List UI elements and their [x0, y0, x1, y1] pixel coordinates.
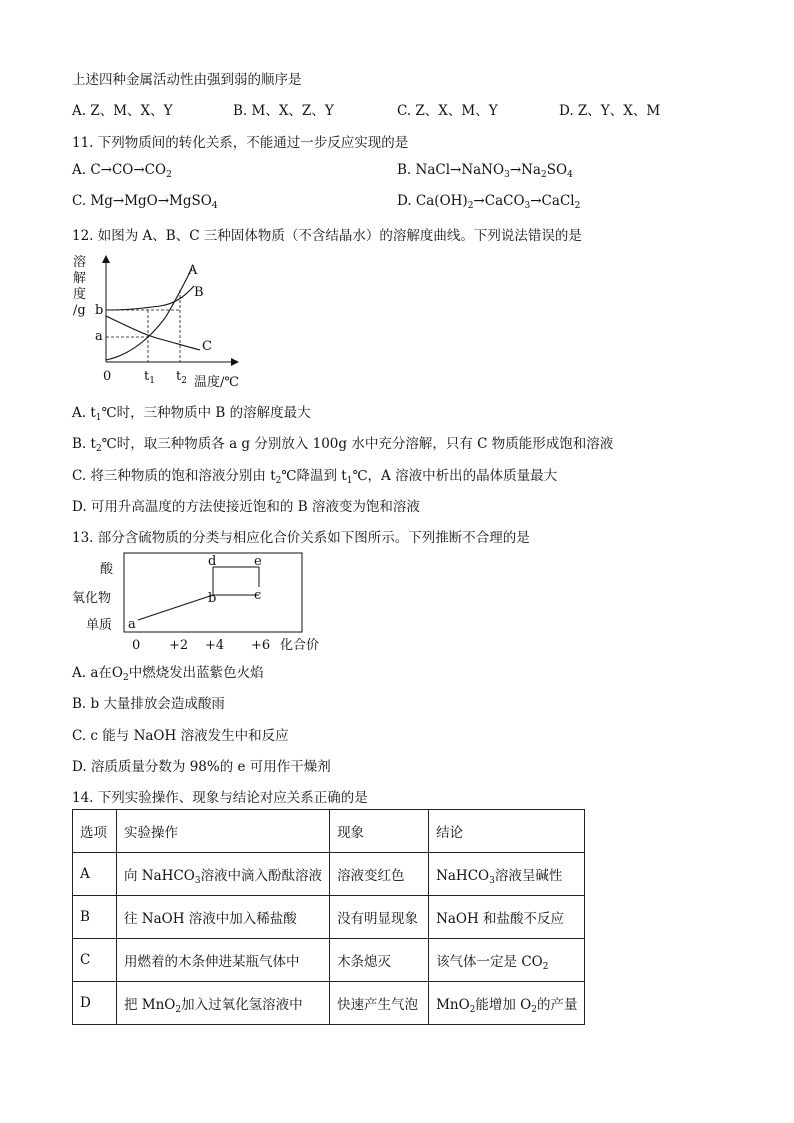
- x-tick-4: +4: [205, 638, 225, 653]
- q13-option-c: C. c 能与 NaOH 溶液发生中和反应: [72, 728, 289, 744]
- table-row: [73, 853, 585, 896]
- point-b: b: [208, 591, 217, 606]
- q10-option-c: C. Z、X、M、Y: [397, 103, 498, 119]
- q10-option-d: D. Z、Y、X、M: [559, 103, 661, 119]
- point-c: c: [254, 588, 262, 603]
- intro-line: 上述四种金属活动性由强到弱的顺序是: [72, 72, 302, 88]
- level-b-label: b: [95, 303, 104, 318]
- header-operation: 实验操作: [117, 810, 330, 853]
- curve-label-a: A: [188, 263, 198, 278]
- q12-option-b: B. $t_2℃$时，取三种物质各 a g 分别放入 100g 水中充分溶解，只有 C 物质能形成饱和溶液: [72, 436, 614, 454]
- q11-option-a: A. $C\to CO\to CO_2$: [72, 162, 172, 180]
- header-phenomenon: 现象: [330, 810, 429, 853]
- x-tick-0: 0: [132, 638, 141, 653]
- row-a-conclusion: NaHCO$_3$溶液呈碱性: [429, 853, 585, 896]
- q11-option-b: B. $NaCl\to NaNO_3\to Na_2SO_4$: [397, 162, 573, 180]
- q10-option-b: B. M、X、Z、Y: [233, 103, 334, 119]
- y-axis-label-1: 溶: [73, 255, 87, 270]
- q11-stem: 11. 下列物质间的转化关系，不能通过一步反应实现的是: [72, 135, 409, 151]
- q14-stem: 14. 下列实验操作、现象与结论对应关系正确的是: [72, 790, 368, 806]
- origin-label: 0: [103, 369, 112, 384]
- experiment-table: [72, 809, 585, 1025]
- q12-stem: 12. 如图为 A、B、C 三种固体物质（不含结晶水）的溶解度曲线。下列说法错误的是: [72, 228, 582, 244]
- curve-label-c: C: [202, 339, 212, 354]
- point-e: e: [254, 554, 262, 569]
- row-d-operation: 把 MnO$_2$加入过氧化氢溶液中: [117, 982, 330, 1025]
- row-d-conclusion: MnO$_2$能增加 $O_2$的产量: [429, 982, 585, 1025]
- row-label-element: 单质: [86, 618, 113, 633]
- row-a-phenomenon: 溶液变红色: [330, 853, 429, 896]
- header-option: 选项: [73, 810, 117, 853]
- point-a: a: [128, 617, 136, 632]
- row-d-option: D: [73, 982, 117, 1025]
- table-header-row: [73, 810, 585, 853]
- x-axis-label: 温度/℃: [194, 375, 239, 390]
- row-a-option: A: [73, 853, 117, 896]
- t2-label: $t_2$: [176, 369, 187, 386]
- q10-option-a: A. Z、M、X、Y: [72, 103, 173, 119]
- row-c-phenomenon: 木条熄灭: [330, 939, 429, 982]
- q12-option-c: C. 将三种物质的饱和溶液分别由 $t_2℃$降温到 $t_1℃$，A 溶液中析出的晶体质量最大: [72, 468, 558, 486]
- q13-option-b: B. b 大量排放会造成酸雨: [72, 696, 225, 712]
- curve-c: [106, 316, 200, 350]
- x-tick-2: +2: [169, 638, 189, 653]
- point-d: d: [208, 554, 217, 569]
- row-label-oxide: 氧化物: [72, 591, 112, 606]
- x-axis-title: 化合价: [280, 638, 320, 653]
- q13-stem: 13. 部分含硫物质的分类与相应化合价关系如下图所示。下列推断不合理的是: [72, 530, 530, 546]
- level-a-label: a: [95, 329, 103, 344]
- row-b-option: B: [73, 896, 117, 939]
- row-c-operation: 用燃着的木条伸进某瓶气体中: [117, 939, 330, 982]
- y-axis-label-2: 解: [73, 271, 87, 286]
- q11-option-d: D. $Ca(OH)_2\to CaCO_3\to CaCl_2$: [397, 193, 581, 211]
- sulfur-valence-diagram: [72, 550, 332, 656]
- q11-option-c: C. Mg→MgO→MgSO$_4$: [72, 193, 218, 211]
- curve-a: [106, 268, 192, 360]
- row-b-conclusion: NaOH 和盐酸不反应: [429, 896, 585, 939]
- curve-label-b: B: [194, 285, 204, 300]
- table-row: [73, 982, 585, 1025]
- header-conclusion: 结论: [429, 810, 585, 853]
- row-c-conclusion: 该气体一定是 $CO_2$: [429, 939, 585, 982]
- row-d-phenomenon: 快速产生气泡: [330, 982, 429, 1025]
- row-c-option: C: [73, 939, 117, 982]
- table-row: [73, 939, 585, 982]
- y-axis-label-4: /g: [73, 303, 86, 318]
- q12-option-d: D. 可用升高温度的方法使接近饱和的 B 溶液变为饱和溶液: [72, 499, 420, 515]
- table-row: [73, 896, 585, 939]
- row-b-phenomenon: 没有明显现象: [330, 896, 429, 939]
- q12-option-a: A. $t_1℃$时，三种物质中 B 的溶解度最大: [72, 405, 311, 423]
- x-tick-6: +6: [251, 638, 271, 653]
- y-axis-label-3: 度: [73, 287, 87, 302]
- solubility-graph: [70, 250, 260, 392]
- row-label-acid: 酸: [100, 562, 114, 577]
- t1-label: $t_1$: [144, 369, 155, 386]
- q13-option-a: A. a在$O_2$中燃烧发出蓝紫色火焰: [72, 665, 264, 683]
- row-b-operation: 往 NaOH 溶液中加入稀盐酸: [117, 896, 330, 939]
- q13-option-d: D. 溶质质量分数为 98%的 e 可用作干燥剂: [72, 759, 331, 775]
- row-a-operation: 向 NaHCO$_3$溶液中滴入酚酞溶液: [117, 853, 330, 896]
